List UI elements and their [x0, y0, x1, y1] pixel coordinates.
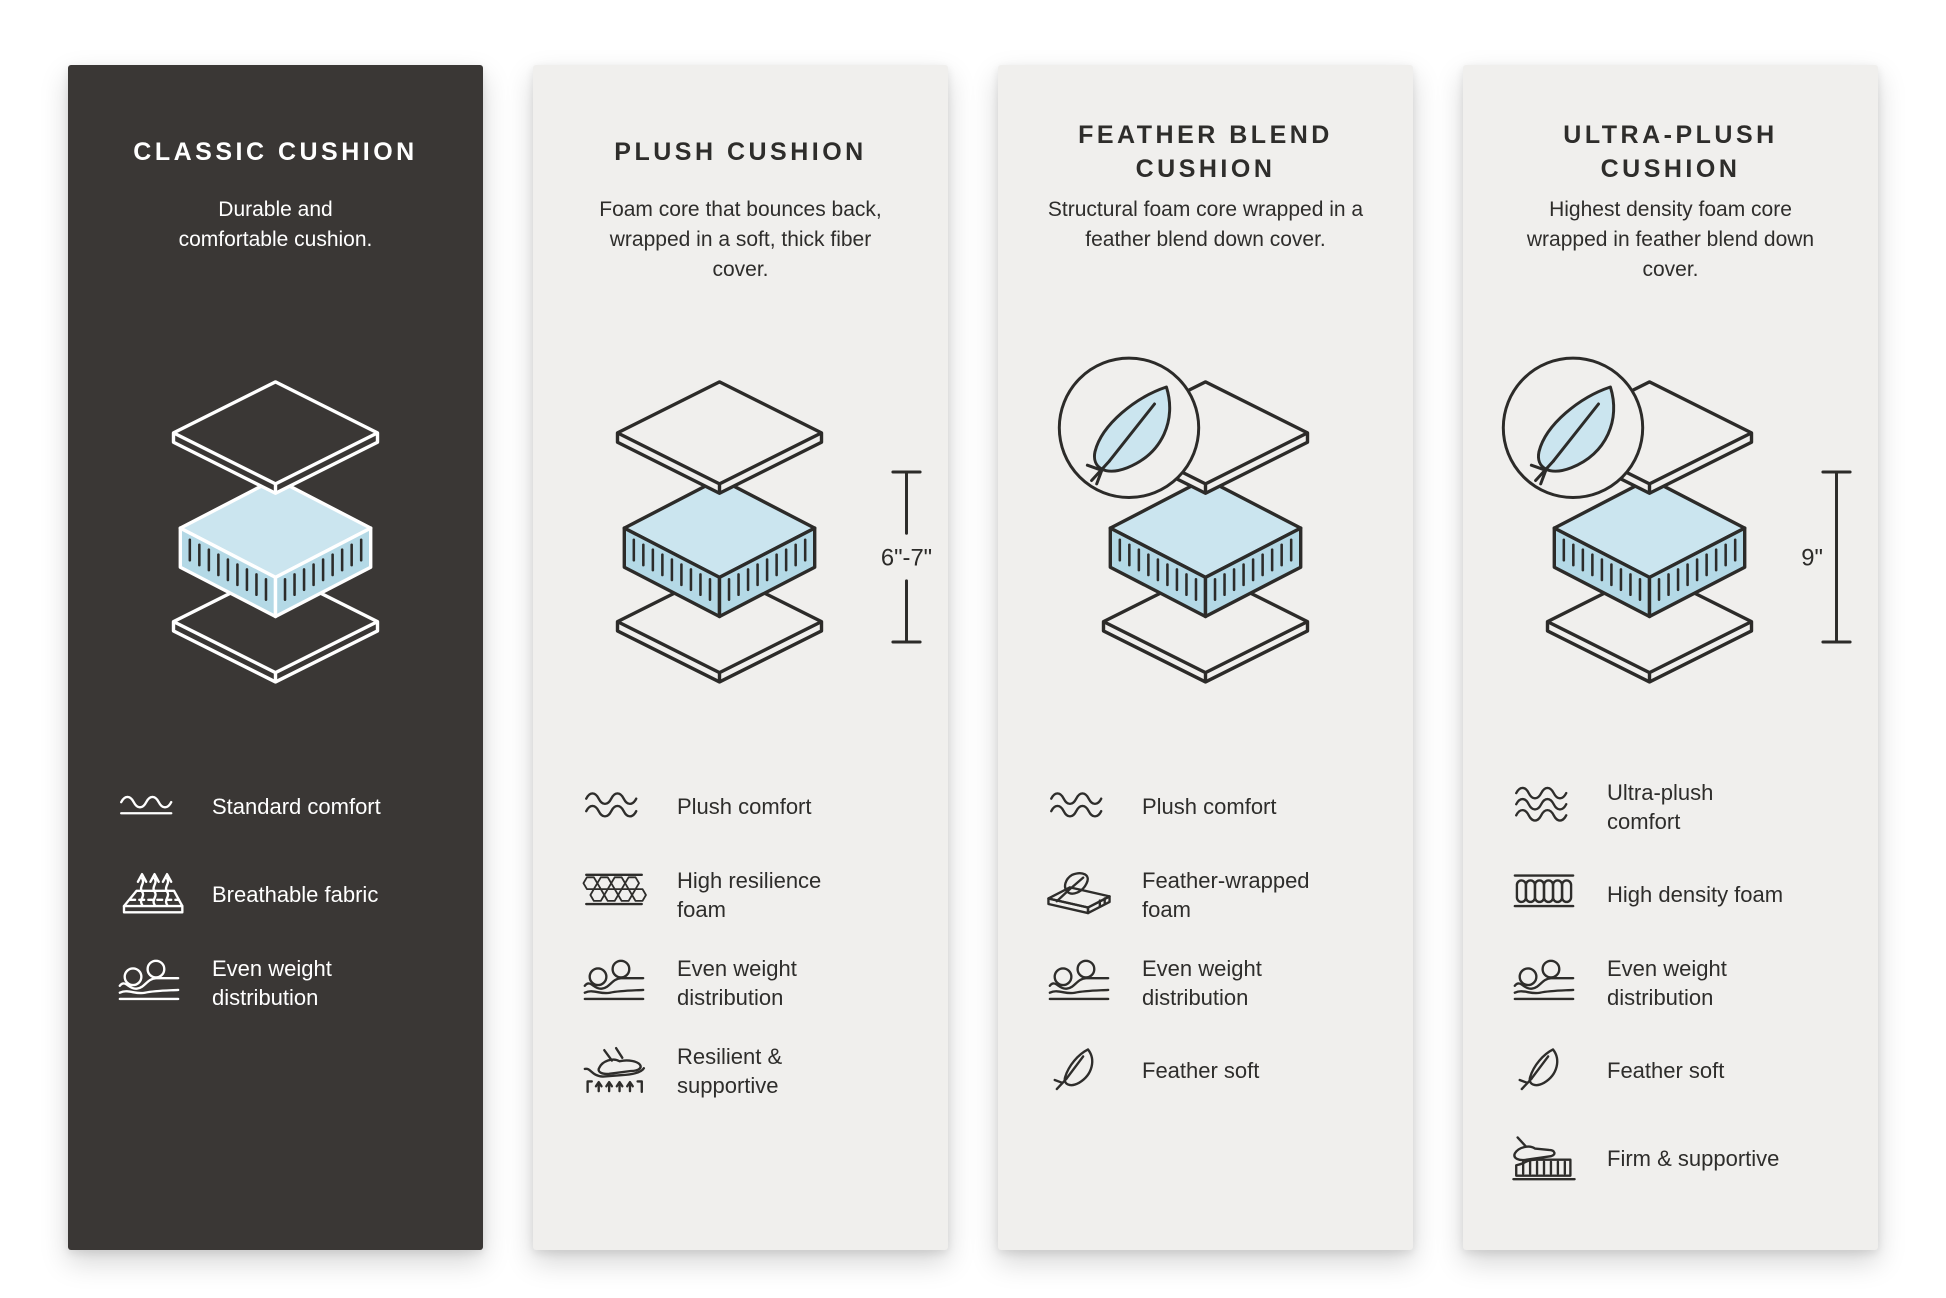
feature-list — [114, 775, 467, 1039]
panel-plush-cushion — [533, 65, 948, 1250]
dimension-label: 6"-7" — [880, 544, 932, 572]
panel-header — [533, 119, 948, 284]
panel-title: CLASSIC CUSHION — [133, 138, 418, 167]
feature-label: Firm & supportive — [1607, 1146, 1780, 1172]
feature-label: Ultra-plush comfort — [1607, 779, 1714, 834]
feature-item — [579, 775, 932, 839]
dimension-label: 9" — [1800, 544, 1823, 572]
feature-item — [114, 775, 467, 839]
feature-label: Plush comfort — [677, 794, 812, 820]
resilient-supportive-icon — [579, 1046, 649, 1096]
feature-item — [1509, 863, 1862, 927]
layered-cushion-graphic — [1471, 353, 1871, 693]
feather-badge-icon — [1503, 358, 1642, 497]
feature-item — [1044, 775, 1397, 839]
panel-header — [998, 119, 1413, 255]
panel-description: Highest density foam core wrapped in feather blend down cover. — [1526, 198, 1815, 281]
feature-item — [1509, 1039, 1862, 1103]
feature-item — [114, 951, 467, 1015]
feature-label: High resilience foam — [677, 867, 822, 922]
comfort-wave-icon — [114, 782, 184, 832]
even-weight-icon — [1044, 958, 1114, 1008]
panel-classic-cushion — [68, 65, 483, 1250]
feature-item — [579, 951, 932, 1015]
feature-list — [1509, 775, 1862, 1215]
feature-item — [579, 1039, 932, 1103]
feature-label: Plush comfort — [1142, 794, 1277, 820]
feature-item — [1509, 951, 1862, 1015]
plush-waves-icon — [1044, 782, 1114, 832]
feature-label: Standard comfort — [212, 794, 381, 820]
panel-title: ULTRA-PLUSH CUSHION — [1563, 121, 1778, 183]
ultra-plush-waves-icon — [1509, 782, 1579, 832]
panel-description: Durable and comfortable cushion. — [178, 198, 373, 251]
high-density-foam-icon — [1509, 870, 1579, 920]
panel-ultra-plush-cushion — [1463, 65, 1878, 1250]
plush-waves-icon — [579, 782, 649, 832]
breathable-fabric-icon — [114, 870, 184, 920]
feather-wrapped-foam-icon — [1044, 870, 1114, 920]
panel-description: Foam core that bounces back, wrapped in a soft, thick fiber cover. — [599, 198, 882, 281]
feature-item — [1044, 951, 1397, 1015]
panel-title: FEATHER BLEND CUSHION — [1078, 121, 1333, 183]
feature-list — [1044, 775, 1397, 1127]
feature-label: High density foam — [1607, 882, 1784, 908]
feature-label: Feather soft — [1607, 1058, 1725, 1084]
feature-list — [579, 775, 932, 1127]
panel-header — [1463, 119, 1878, 284]
feature-label: Even weight distribution — [212, 955, 332, 1010]
feature-item — [1044, 863, 1397, 927]
panel-title: PLUSH CUSHION — [614, 138, 867, 167]
firm-supportive-icon — [1509, 1134, 1579, 1184]
even-weight-icon — [579, 958, 649, 1008]
feature-item — [1509, 775, 1862, 839]
cushion-layers-illustration — [68, 353, 483, 701]
feature-label: Feather-wrapped foam — [1142, 867, 1310, 922]
feature-item — [579, 863, 932, 927]
feature-label: Even weight distribution — [1607, 955, 1727, 1010]
layered-cushion-graphic — [97, 353, 454, 693]
feature-label: Even weight distribution — [677, 955, 797, 1010]
cushion-layers-illustration — [533, 353, 948, 701]
panel-header — [68, 119, 483, 255]
panel-feather-blend-cushion — [998, 65, 1413, 1250]
feature-item — [114, 863, 467, 927]
resilience-foam-icon — [579, 870, 649, 920]
dimension-marker — [1823, 472, 1850, 642]
feature-label: Breathable fabric — [212, 882, 379, 908]
feature-label: Feather soft — [1142, 1058, 1260, 1084]
cushion-layers-illustration — [1463, 353, 1878, 701]
feature-item — [1044, 1039, 1397, 1103]
layered-cushion-graphic — [1027, 353, 1384, 693]
feather-badge-icon — [1059, 358, 1198, 497]
layered-cushion-graphic — [541, 353, 941, 693]
feature-label: Resilient & supportive — [677, 1043, 783, 1098]
panel-description: Structural foam core wrapped in a feather blend down cover. — [1047, 198, 1364, 251]
feather-soft-icon — [1509, 1046, 1579, 1096]
even-weight-icon — [114, 958, 184, 1008]
feature-label: Even weight distribution — [1142, 955, 1262, 1010]
feather-soft-icon — [1044, 1046, 1114, 1096]
cushion-layers-illustration — [998, 353, 1413, 701]
even-weight-icon — [1509, 958, 1579, 1008]
feature-item — [1509, 1127, 1862, 1191]
